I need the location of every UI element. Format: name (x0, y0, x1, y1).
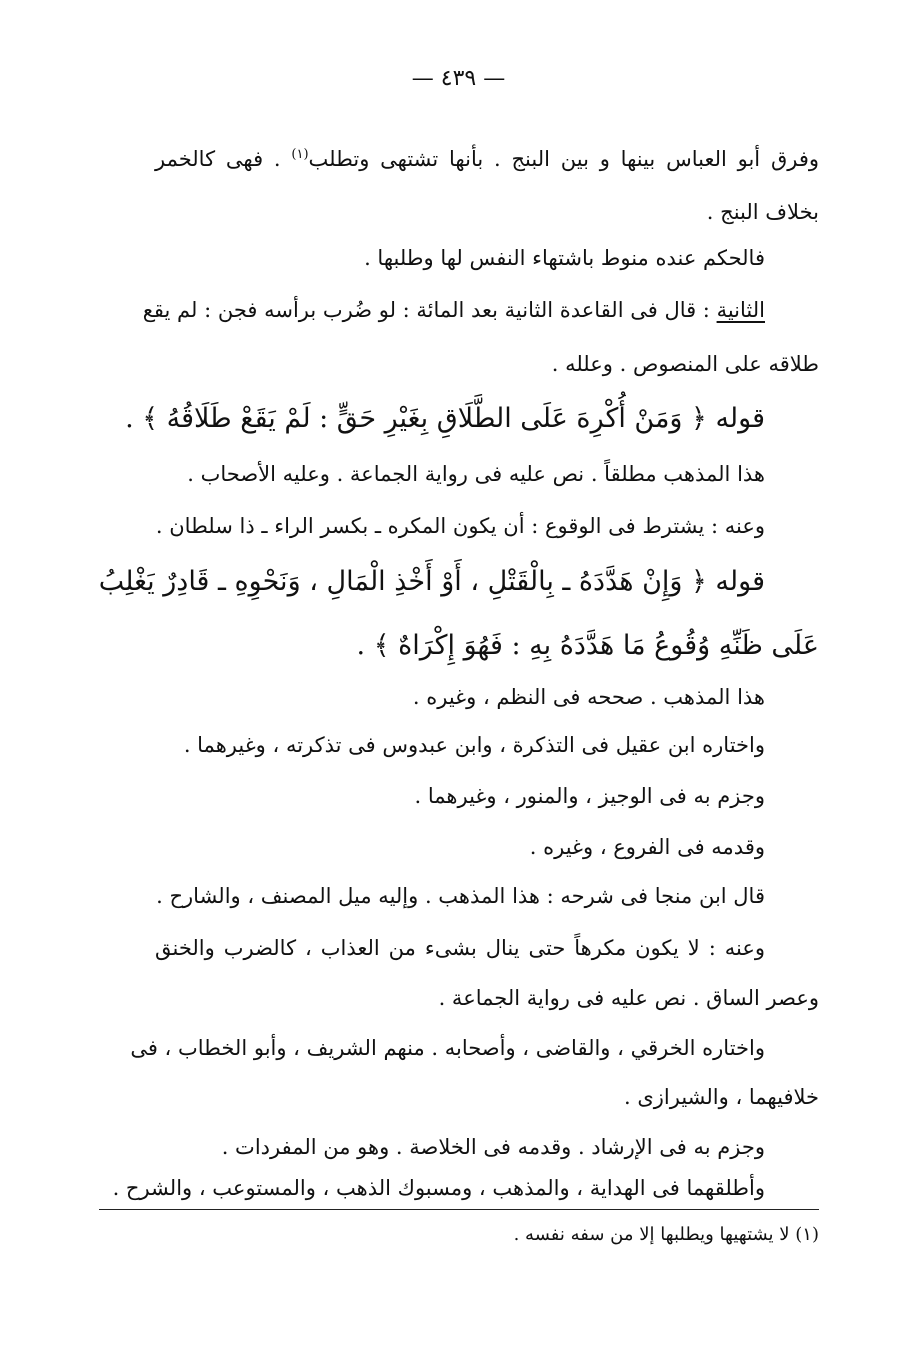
text-line-2: بخلاف البنج . (706, 200, 819, 224)
line-4-text: : قال فى القاعدة الثانية بعد المائة : لو ضُرب برأسه فجن : لم يقع (142, 298, 710, 322)
text-line-5: طلاقه على المنصوص . وعلله . (551, 352, 819, 376)
verse-line-2: قوله ﴿ وَإِنْ هَدَّدَهُ ـ بِالْقَتْلِ ، أَوْ أَخْذِ الْمَالِ ، وَنَحْوِهِ ـ قَادِرٌ يَغْلِبُ (98, 566, 765, 597)
text-line-15: قال ابن منجا فى شرحه : هذا المذهب . وإليه ميل المصنف ، والشارح . (156, 884, 765, 908)
line-1-text: وفرق أبو العباس بينها و بين البنج . بأنها تشتهى وتطلب (308, 147, 820, 171)
footnote: (١) لا يشتهيها ويطلبها إلا من سفه نفسه . (513, 1224, 819, 1245)
text-line-12: واختاره ابن عقيل فى التذكرة ، وابن عبدوس فى تذكرته ، وغيرهما . (183, 733, 765, 757)
text-line-3: فالحكم عنده منوط باشتهاء النفس لها وطلبها . (364, 246, 765, 270)
line-1-tail: . فهى كالخمر (155, 147, 281, 171)
text-line-13: وجزم به فى الوجيز ، والمنور ، وغيرهما . (414, 784, 765, 808)
text-line-16: وعنه : لا يكون مكرهاً حتى ينال بشىء من العذاب ، كالضرب والخنق (155, 936, 765, 960)
text-line-7: هذا المذهب مطلقاً . نص عليه فى رواية الجماعة . وعليه الأصحاب . (187, 462, 765, 486)
footnote-mark: (١) (291, 147, 309, 162)
text-line-19: خلافيهما ، والشيرازى . (623, 1085, 819, 1109)
page-number: — ٤٣٩ — (411, 66, 506, 91)
text-line-18: واختاره الخرقي ، والقاضى ، وأصحابه . منهم الشريف ، وأبو الخطاب ، فى (130, 1036, 765, 1060)
text-line-1 (155, 140, 819, 174)
text-line-4 (142, 295, 765, 325)
section-label-second: الثانية (716, 298, 765, 322)
text-line-14: وقدمه فى الفروع ، وغيره . (529, 835, 765, 859)
verse-line-3: عَلَى ظَنِّهِ وُقُوعُ مَا هَدَّدَهُ بِهِ : فَهُوَ إِكْرَاهٌ ﴾ . (356, 630, 819, 661)
text-line-20: وجزم به فى الإرشاد . وقدمه فى الخلاصة . وهو من المفردات . (221, 1135, 765, 1159)
text-line-11: هذا المذهب . صححه فى النظم ، وغيره . (412, 685, 765, 709)
text-line-8: وعنه : يشترط فى الوقوع : أن يكون المكره ـ بكسر الراء ـ ذا سلطان . (155, 514, 765, 538)
text-line-21: وأطلقهما فى الهداية ، والمذهب ، ومسبوك الذهب ، والمستوعب ، والشرح . (112, 1176, 765, 1200)
footnote-divider (99, 1209, 819, 1210)
verse-line-1: قوله ﴿ وَمَنْ أُكْرِهَ عَلَى الطَّلَاقِ بِغَيْرِ حَقٍّ : لَمْ يَقَعْ طَلَاقُهُ ﴾ . (125, 403, 765, 434)
text-line-17: وعصر الساق . نص عليه فى رواية الجماعة . (438, 986, 819, 1010)
